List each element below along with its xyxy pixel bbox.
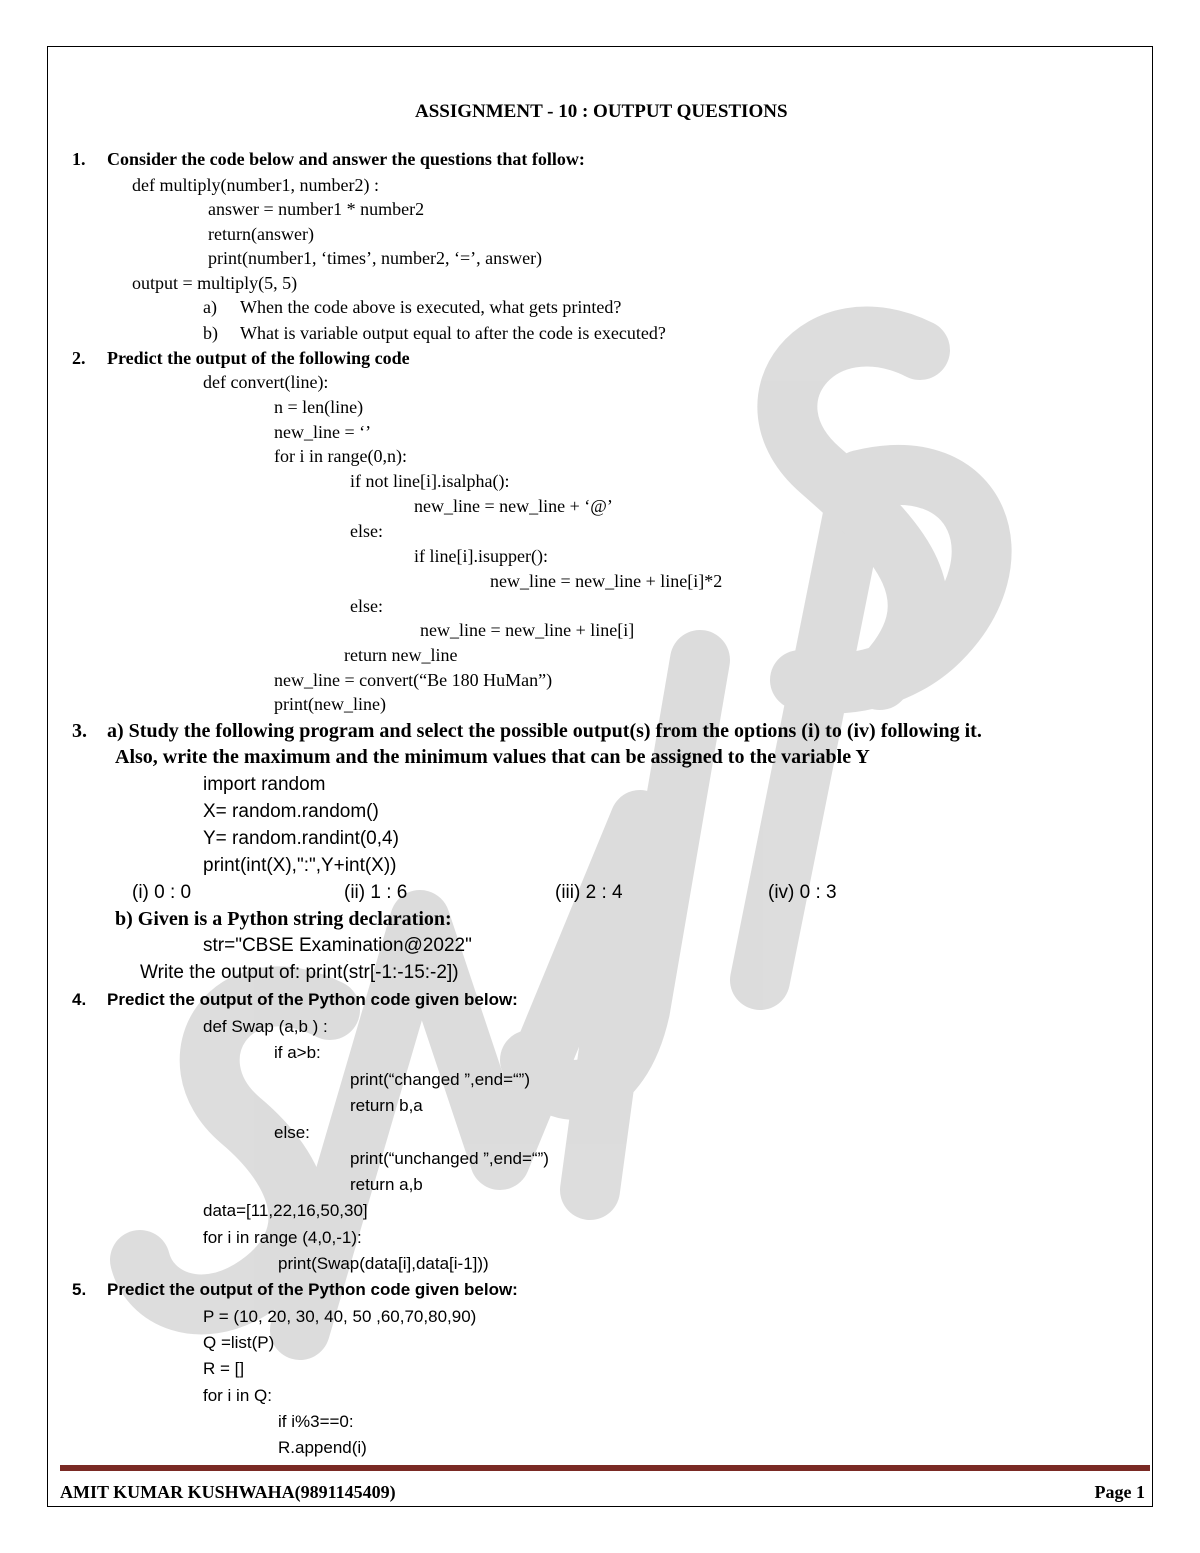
question-5-number: 5.	[72, 1280, 87, 1299]
code-line: print(new_line)	[274, 694, 386, 714]
code-line: def convert(line):	[203, 372, 329, 392]
code-line: return(answer)	[208, 224, 314, 244]
footer-author: AMIT KUMAR KUSHWAHA(9891145409)	[60, 1482, 396, 1502]
code-line: else:	[350, 596, 383, 616]
question-3b-text: b) Given is a Python string declaration:	[115, 908, 452, 930]
sub-question-text: What is variable output equal to after the code is executed?	[240, 323, 666, 343]
code-line: new_line = new_line + ‘@’	[414, 496, 613, 516]
code-line: for i in range(0,n):	[274, 446, 407, 466]
question-3a-text: a) Study the following program and select the possible output(s) from the options (i) to (iv) following it.	[107, 720, 982, 742]
code-line: return a,b	[350, 1175, 423, 1194]
code-line: print(“unchanged ”,end=“”)	[350, 1149, 549, 1168]
sub-question-text: When the code above is executed, what gets printed?	[240, 297, 622, 317]
question-1-text: Consider the code below and answer the questions that follow:	[107, 149, 585, 169]
question-3b-instruction: Write the output of: print(str[-1:-15:-2])	[140, 962, 459, 983]
question-4-text: Predict the output of the Python code given below:	[107, 990, 518, 1009]
sub-question-label: b)	[203, 323, 218, 343]
code-line: new_line = new_line + line[i]*2	[490, 571, 723, 591]
code-line: R.append(i)	[278, 1438, 367, 1457]
code-line: answer = number1 * number2	[208, 199, 425, 219]
code-line: else:	[350, 521, 383, 541]
code-line: def Swap (a,b ) :	[203, 1017, 328, 1036]
page-title: ASSIGNMENT - 10 : OUTPUT QUESTIONS	[415, 101, 788, 122]
code-line: new_line = convert(“Be 180 HuMan”)	[274, 670, 553, 690]
code-line: for i in Q:	[203, 1386, 272, 1405]
code-line: if i%3==0:	[278, 1412, 354, 1431]
code-line: print(“changed ”,end=“”)	[350, 1070, 531, 1089]
question-1-number: 1.	[72, 149, 86, 169]
question-5-text: Predict the output of the Python code given below:	[107, 1280, 518, 1299]
code-line: Q =list(P)	[203, 1333, 275, 1352]
option-ii: (ii) 1 : 6	[344, 882, 408, 903]
code-line: print(int(X),":",Y+int(X))	[203, 855, 397, 876]
option-i: (i) 0 : 0	[132, 882, 192, 903]
question-2-text: Predict the output of the following code	[107, 348, 410, 368]
code-line: return new_line	[344, 645, 458, 665]
code-line: output = multiply(5, 5)	[132, 273, 298, 293]
option-iv: (iv) 0 : 3	[768, 882, 837, 903]
code-line: else:	[274, 1123, 310, 1142]
code-line: n = len(line)	[274, 397, 364, 417]
code-line: P = (10, 20, 30, 40, 50 ,60,70,80,90)	[203, 1307, 477, 1326]
code-line: import random	[203, 774, 326, 795]
code-line: if not line[i].isalpha():	[350, 471, 510, 491]
sub-question-label: a)	[203, 297, 217, 317]
code-line: if a>b:	[274, 1043, 321, 1062]
option-iii: (iii) 2 : 4	[555, 882, 623, 903]
code-line: str="CBSE Examination@2022"	[203, 935, 472, 956]
code-line: print(number1, ‘times’, number2, ‘=’, answer)	[208, 248, 543, 268]
code-line: return b,a	[350, 1096, 423, 1115]
question-3-number: 3.	[72, 720, 87, 742]
code-line: new_line = new_line + line[i]	[420, 620, 635, 640]
code-line: Y= random.randint(0,4)	[203, 828, 399, 849]
question-2-number: 2.	[72, 348, 86, 368]
question-3a-text-cont: Also, write the maximum and the minimum values that can be assigned to the variable Y	[115, 746, 870, 768]
code-line: data=[11,22,16,50,30]	[203, 1201, 368, 1220]
code-line: X= random.random()	[203, 801, 379, 822]
code-line: if line[i].isupper():	[414, 546, 548, 566]
page-number: Page 1	[1094, 1482, 1145, 1502]
code-line: print(Swap(data[i],data[i-1]))	[278, 1254, 489, 1273]
footer-divider	[60, 1465, 1150, 1471]
question-4-number: 4.	[72, 990, 87, 1009]
code-line: def multiply(number1, number2) :	[132, 175, 379, 195]
code-line: for i in range (4,0,-1):	[203, 1228, 362, 1247]
code-line: new_line = ‘’	[274, 422, 372, 442]
code-line: R = []	[203, 1359, 245, 1378]
